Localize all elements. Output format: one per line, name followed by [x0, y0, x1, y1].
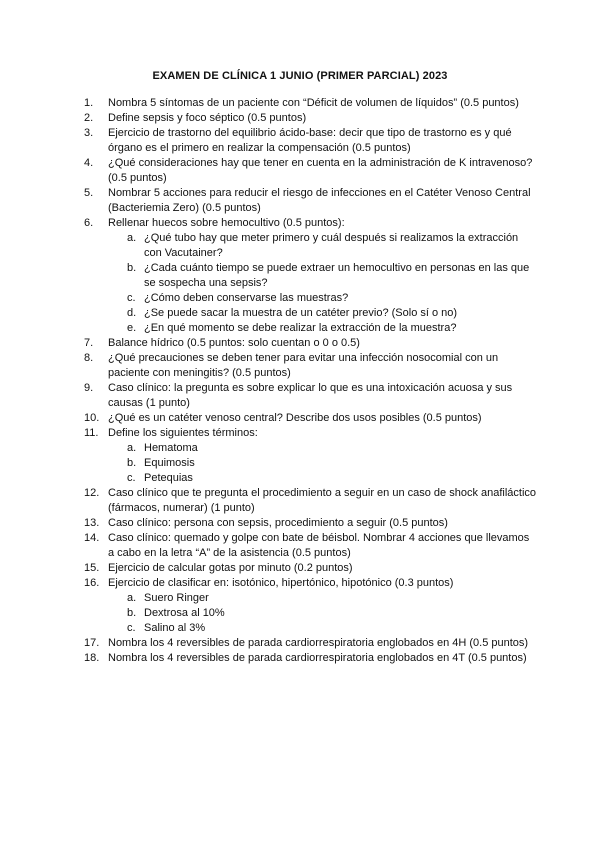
question-item	[0, 336, 600, 351]
subquestion-item	[0, 606, 600, 621]
question-item	[0, 486, 600, 516]
question-number: 11.	[84, 427, 99, 439]
subquestion-item	[0, 321, 600, 336]
question-number: 14.	[84, 532, 100, 544]
subquestion-letter: d.	[127, 307, 137, 319]
question-number: 4.	[84, 157, 94, 169]
question-number: 7.	[84, 337, 94, 349]
subquestion-text: ¿Se puede sacar la muestra de un catéter previo? (Solo sí o no)	[144, 307, 458, 319]
question-item	[0, 576, 600, 591]
question-text: Caso clínico: quemado y golpe con bate de béisbol. Nombrar 4 acciones que llevamos a cabo en la letra “A” de la asistencia (0.5 puntos)	[108, 532, 530, 559]
question-text: Caso clínico: persona con sepsis, procedimiento a seguir (0.5 puntos)	[108, 517, 448, 529]
question-number: 2.	[84, 112, 94, 124]
question-number: 12.	[84, 487, 100, 499]
question-item	[0, 636, 600, 651]
question-list	[0, 96, 600, 666]
question-text: Ejercicio de clasificar en: isotónico, hipertónico, hipotónico (0.3 puntos)	[108, 577, 454, 589]
question-number: 13.	[84, 517, 100, 529]
question-text: ¿Qué precauciones se deben tener para evitar una infección nosocomial con un paciente con meningitis? (0.5 puntos)	[108, 352, 499, 379]
subquestion-text: Hematoma	[144, 442, 198, 454]
subquestion-text: ¿Cada cuánto tiempo se puede extraer un hemocultivo en personas en las que se sospecha una sepsis?	[144, 262, 530, 289]
question-text: ¿Qué consideraciones hay que tener en cuenta en la administración de K intravenoso? (0.5 puntos)	[108, 157, 533, 184]
subquestion-item	[0, 591, 600, 606]
question-text: Nombra 5 síntomas de un paciente con “Déficit de volumen de líquidos” (0.5 puntos)	[108, 97, 519, 109]
subquestion-letter: c.	[127, 292, 136, 304]
subquestion-item	[0, 441, 600, 456]
question-text: Balance hídrico (0.5 puntos: solo cuentan o 0 o 0.5)	[108, 337, 360, 349]
question-number: 3.	[84, 127, 94, 139]
page-title: EXAMEN DE CLÍNICA 1 JUNIO (PRIMER PARCIAL) 2023	[152, 70, 448, 82]
subquestion-item	[0, 471, 600, 486]
question-text: ¿Qué es un catéter venoso central? Describe dos usos posibles (0.5 puntos)	[108, 412, 482, 424]
question-text: Define sepsis y foco séptico (0.5 puntos)	[108, 112, 307, 124]
question-number: 8.	[84, 352, 94, 364]
subquestion-text: ¿Qué tubo hay que meter primero y cuál después si realizamos la extracción con Vacutainer?	[144, 232, 519, 259]
subquestion-letter: b.	[127, 457, 137, 469]
subquestion-letter: a.	[127, 232, 137, 244]
subquestion-text: Salino al 3%	[144, 622, 206, 634]
subquestion-text: ¿Cómo deben conservarse las muestras?	[144, 292, 349, 304]
question-number: 10.	[84, 412, 100, 424]
question-item	[0, 531, 600, 561]
subquestion-item	[0, 621, 600, 636]
question-item	[0, 186, 600, 216]
subquestion-letter: e.	[127, 322, 137, 334]
question-number: 18.	[84, 652, 100, 664]
question-item	[0, 126, 600, 156]
subquestion-text: Equimosis	[144, 457, 195, 469]
question-number: 16.	[84, 577, 100, 589]
subquestion-text: Suero Ringer	[144, 592, 209, 604]
question-number: 6.	[84, 217, 94, 229]
question-number: 5.	[84, 187, 94, 199]
question-item	[0, 111, 600, 126]
subquestion-text: Dextrosa al 10%	[144, 607, 225, 619]
question-item	[0, 516, 600, 531]
subquestion-letter: b.	[127, 262, 137, 274]
question-text: Rellenar huecos sobre hemocultivo (0.5 puntos):	[108, 217, 345, 229]
subquestion-letter: a.	[127, 592, 137, 604]
question-number: 17.	[84, 637, 100, 649]
question-text: Define los siguientes términos:	[108, 427, 258, 439]
subquestion-text: ¿En qué momento se debe realizar la extracción de la muestra?	[144, 322, 457, 334]
subquestion-letter: b.	[127, 607, 137, 619]
question-item	[0, 216, 600, 231]
question-item	[0, 156, 600, 186]
question-item	[0, 411, 600, 426]
subquestion-letter: c.	[127, 622, 136, 634]
question-item	[0, 426, 600, 441]
question-text: Nombra los 4 reversibles de parada cardiorrespiratoria englobados en 4T (0.5 puntos)	[108, 652, 527, 664]
question-text: Caso clínico: la pregunta es sobre explicar lo que es una intoxicación acuosa y sus causas (1 punto)	[108, 382, 513, 409]
question-text: Caso clínico que te pregunta el procedimiento a seguir en un caso de shock anafiláctico (fármacos, numerar) (1 punto)	[108, 487, 537, 514]
subquestion-item	[0, 291, 600, 306]
subquestion-item	[0, 306, 600, 321]
question-text: Ejercicio de calcular gotas por minuto (0.2 puntos)	[108, 562, 353, 574]
subquestion-item	[0, 231, 600, 261]
question-number: 15.	[84, 562, 100, 574]
question-item	[0, 651, 600, 666]
question-item	[0, 381, 600, 411]
question-item	[0, 561, 600, 576]
question-number: 9.	[84, 382, 94, 394]
subquestion-letter: a.	[127, 442, 137, 454]
subquestion-letter: c.	[127, 472, 136, 484]
subquestion-item	[0, 261, 600, 291]
question-item	[0, 96, 600, 111]
question-text: Ejercicio de trastorno del equilibrio ácido-base: decir que tipo de trastorno es y qué órgano es el primero en realizar la compensación (0.5 puntos)	[108, 127, 512, 154]
question-text: Nombra los 4 reversibles de parada cardiorrespiratoria englobados en 4H (0.5 puntos)	[108, 637, 529, 649]
question-item	[0, 351, 600, 381]
question-text: Nombrar 5 acciones para reducir el riesgo de infecciones en el Catéter Venoso Central (Bacteriemia Zero) (0.5 puntos)	[108, 187, 531, 214]
subquestion-text: Petequias	[144, 472, 193, 484]
question-number: 1.	[84, 97, 94, 109]
subquestion-item	[0, 456, 600, 471]
